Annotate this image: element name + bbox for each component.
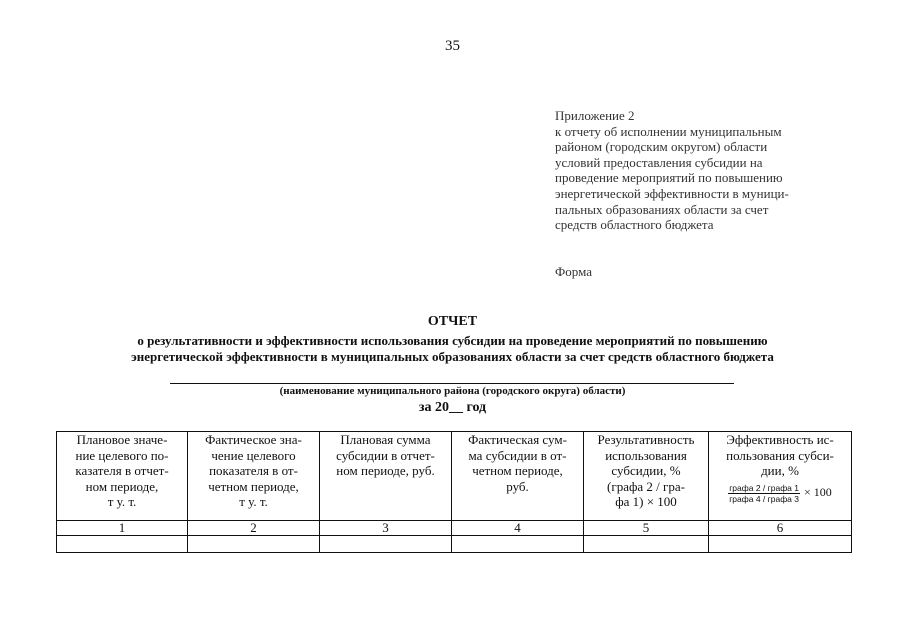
page-number: 35: [445, 38, 460, 54]
formula-denominator: графа 4 / графа 3: [729, 493, 800, 504]
empty-cell[interactable]: [188, 536, 320, 553]
column-number: 4: [452, 521, 584, 536]
subtitle-line: о результативности и эффективности использования субсидии на проведение мероприятий по повышению: [137, 333, 768, 348]
column-number: 3: [320, 521, 452, 536]
formula-multiplier: × 100: [804, 485, 832, 500]
column-number: 2: [188, 521, 320, 536]
appendix-line: к отчету об исполнении муниципальным: [555, 123, 782, 139]
table-row: [57, 536, 852, 553]
column-number: 6: [709, 521, 852, 536]
document-subtitle: [0, 333, 905, 365]
empty-cell[interactable]: [57, 536, 188, 553]
table-header-row: [57, 432, 852, 521]
header-planned-indicator: Плановое значе- ние целевого по- казателя в отчет- ном периоде, т у. т.: [57, 432, 188, 521]
appendix-line: Приложение 2: [555, 108, 635, 123]
appendix-line: проведение мероприятий по повышению: [555, 170, 783, 186]
appendix-line: энергетической эффективности в муници-: [555, 185, 789, 201]
header-actual-indicator: Фактическое зна- чение целевого показателя в от- четном периоде, т у. т.: [188, 432, 320, 521]
efficiency-formula: [728, 483, 832, 504]
empty-cell[interactable]: [584, 536, 709, 553]
municipality-name-line[interactable]: [170, 383, 734, 384]
header-effectiveness: Результативность использования субсидии, % (графа 2 / гра- фа 1) × 100: [584, 432, 709, 521]
document-title: ОТЧЕТ: [427, 314, 478, 329]
formula-numerator: графа 2 / графа 1: [729, 482, 800, 493]
empty-cell[interactable]: [320, 536, 452, 553]
appendix-line: районом (городским округом) области: [555, 139, 768, 155]
appendix-line: средств областного бюджета: [555, 217, 714, 233]
header-planned-subsidy: Плановая сумма субсидии в отчет- ном периоде, руб.: [320, 432, 452, 521]
column-number: 5: [584, 521, 709, 536]
appendix-line: условий предоставления субсидии на: [555, 154, 763, 170]
column-number: 1: [57, 521, 188, 536]
empty-cell[interactable]: [709, 536, 852, 553]
subtitle-line: энергетической эффективности в муниципальных образованиях области за счет средств областного бюджета: [131, 349, 774, 364]
appendix-note: [555, 108, 855, 233]
appendix-line: пальных образованиях области за счет: [555, 201, 769, 217]
municipality-name-caption: (наименование муниципального района (городского округа) области): [279, 385, 626, 397]
header-actual-subsidy: Фактическая сум- ма субсидии в от- четном периоде, руб.: [452, 432, 584, 521]
header-efficiency: Эффективность ис- пользования субси- дии, % $\frac{\text{графа 2 / графа 1}}{\text{графа 4 / графа 3}}$ × 100: [709, 432, 852, 521]
form-label: Форма: [555, 264, 592, 279]
report-year: за 20__ год: [418, 400, 487, 415]
report-table: [56, 431, 852, 553]
empty-cell[interactable]: [452, 536, 584, 553]
column-number-row: [57, 521, 852, 536]
